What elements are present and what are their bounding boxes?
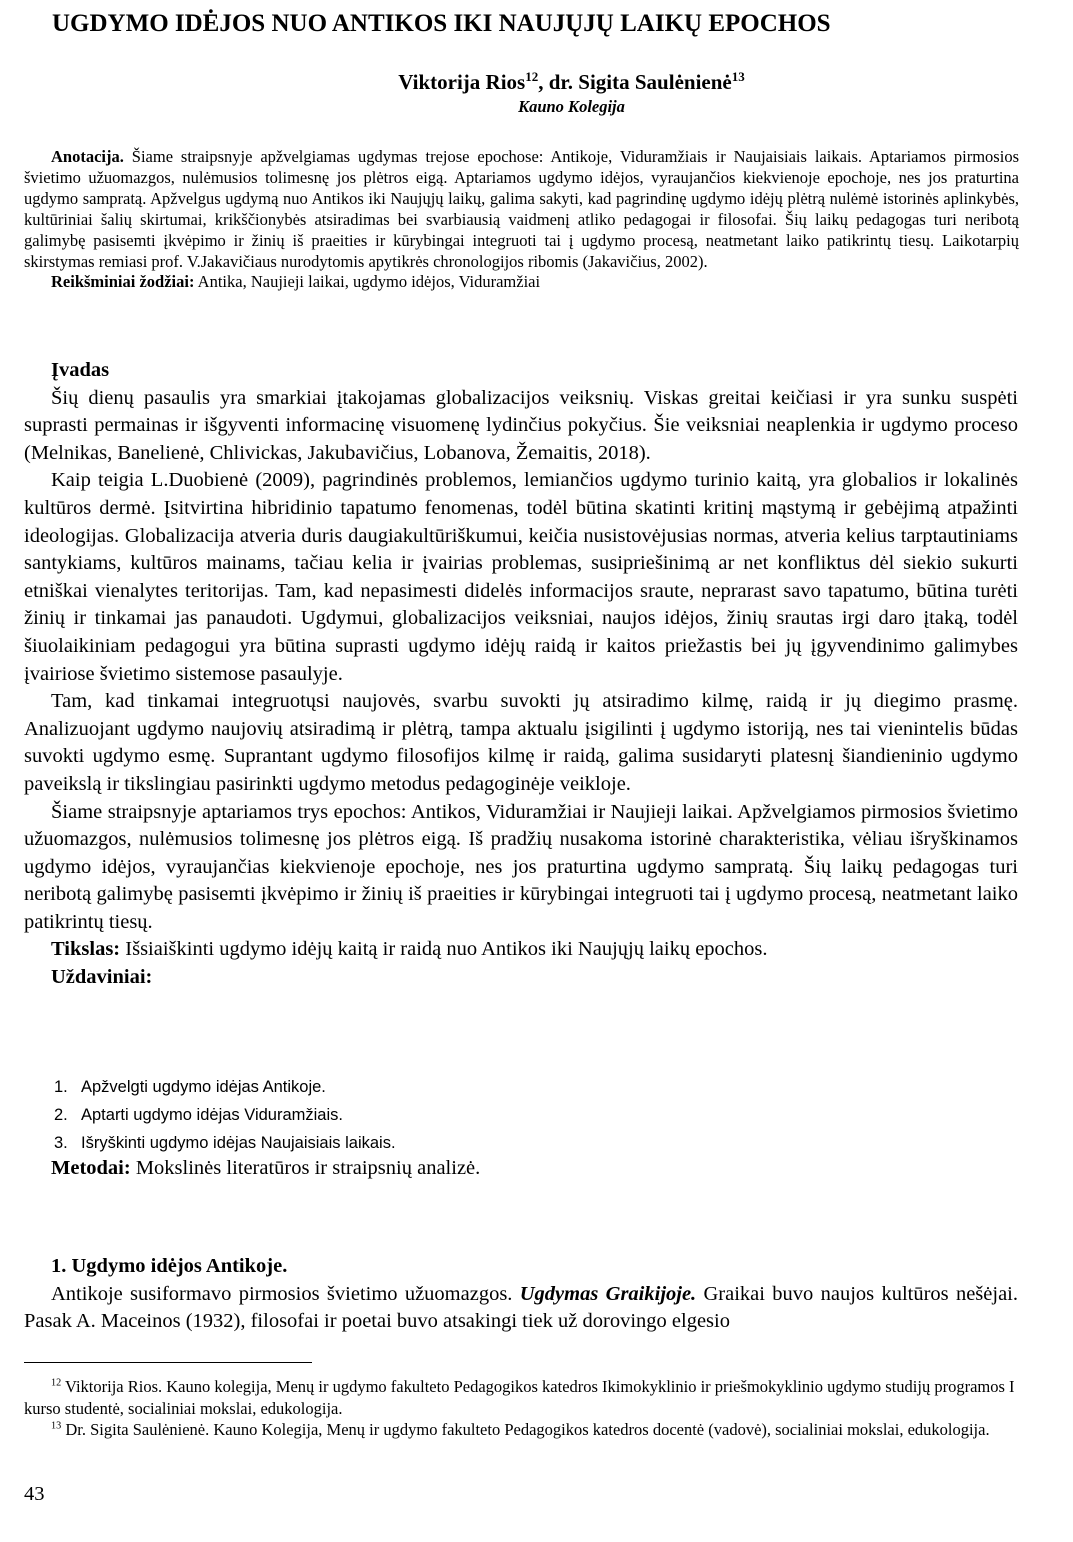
methods-line — [24, 1155, 1018, 1183]
footnote-ref-12[interactable]: 12 — [525, 69, 539, 84]
intro-paragraph-4: Šiame straipsnyje aptariamos trys epochos: Antikos, Viduramžiai ir Naujieji laikai. Apžvelgiamos pirmosios švietimo užuomazgos, nulėmusios tolimesnę jos plėtros eigą. Iš pradžių nusakoma istorinė charakteristika, vėliau išryškinamos ugdymo idėjos, vyraujančias kiekvienoje epochoje, nes jos praturtina ugdymo sampratą. Šių laikų pedagogas turi neribotą galimybę pasisemti įkvėpimo ir žinių iš praeities ir kūrybingai integruoti tai į ugdymo procesą, neatmetant laiko patikrintų tiesų. — [24, 800, 1018, 933]
task-item — [54, 1073, 396, 1101]
tasks-list — [54, 1073, 396, 1157]
introduction-section — [24, 357, 1018, 992]
keywords-text: Antika, Naujieji laikai, ugdymo idėjos, Viduramžiai — [194, 272, 541, 292]
keywords — [24, 272, 1019, 293]
section-1-text-end: Graikai buvo naujos kultūros nešėjai. Pasak A. Maceinos (1932), filosofai ir poetai buvo atsakingi tiek už dorovingo elgesio — [24, 1282, 1018, 1333]
task-number: 1. — [54, 1078, 68, 1096]
footnote-text: Dr. Sigita Saulėnienė. Kauno Kolegija, Menų ir ugdymo fakulteto Pedagogikos katedros docentė (vadovė), socialiniai mokslai, edukologija. — [61, 1420, 990, 1439]
section-1-text-start: Antikoje susiformavo pirmosios švietimo užuomazgos. — [51, 1282, 520, 1305]
methods-text: Mokslinės literatūros ir straipsnių analizė. — [130, 1157, 481, 1179]
task-number: 2. — [54, 1106, 68, 1124]
affiliation: Kauno Kolegija — [518, 97, 625, 116]
author-separator: , — [538, 70, 549, 94]
footnote-12 — [24, 1376, 1024, 1419]
footnote-text: Viktorija Rios. Kauno kolegija, Menų ir ugdymo fakulteto Pedagogikos katedros Ikimokyklinio ir priešmokyklinio ugdymo studijų programos I kurso studentė, socialiniai mokslai, edukologija. — [24, 1377, 1015, 1418]
intro-paragraph-3: Tam, kad tinkamai integruotųsi naujovės, svarbu suvokti jų atsiradimo kilmę, raidą ir jų diegimo prasmę. Analizuojant ugdymo naujovių atsiradimą ir plėtrą, tampa aktualu įsigilinti į ugdymo istoriją, nes tai vienintelis būdas suvokti ugdymo esmę. Suprantant ugdymo filosofijos kilmę ir raidą, galima susidaryti platesnį šiandieninio ugdymo paveikslą ir tikslingiau pasirinkti ugdymo metodus pedagoginėje veikloje. — [24, 690, 1018, 795]
section-1-emphasis: Ugdymas Graikijoje. — [519, 1282, 697, 1305]
task-number: 3. — [54, 1134, 68, 1152]
intro-paragraph-1: Šių dienų pasaulis yra smarkiai įtakojamas globalizacijos veiksnių. Viskas greitai keičiasi ir yra sunku suspėti suprasti permainas ir išgyventi informacinę visuomenę lydinčius pokyčius. Šie veiksniai neaplenkia ir ugdymo proceso (Melnikas, Banelienė, Chlivickas, Jakubavičius, Lobanova, Žemaitis, 2018). — [24, 386, 1018, 464]
author-1: Viktorija Rios — [398, 70, 526, 94]
section-1-heading: 1. Ugdymo idėjos Antikoje. — [51, 1255, 288, 1277]
abstract-text: Šiame straipsnyje apžvelgiamas ugdymas trejose epochose: Antikoje, Viduramžiais ir Naujaisiais laikais. Aptariamos pirmosios švietimo užuomazgos, nulėmusios tolimesnę jos plėtros eigą. Aptariamos ugdymo idėjos, vyraujančios kiekvienoje epochoje, nes jos praturtina ugdymo sampratą. Apžvelgus ugdymą nuo Antikos iki Naujųjų laikų, galima sakyti, kad pagrindinę ugdymo idėjų plėtrą nulėmė istorinės aplinkybės, kultūriniai šalių skirtumai, krikščionybės atsiradimas bei svarbiausią vaidmenį atliko pedagogai ir filosofai. Šių laikų pedagogas turi neribotą galimybę pasisemti įkvėpimo ir žinių iš praeities ir kūrybingai integruoti tai į ugdymo procesą, neatmetant laiko patikrintų tiesų. Laikotarpių skirstymas remiasi prof. V.Jakavičiaus nurodytomis apytikrės chronologijos ribomis (Jakavičius, 2002). — [24, 147, 1019, 271]
goal-text: Išsiaiškinti ugdymo idėjų kaitą ir raidą nuo Antikos iki Naujųjų laikų epochos. — [120, 938, 768, 961]
methods-label: Metodai: — [51, 1157, 131, 1179]
footnote-13 — [24, 1419, 1024, 1441]
goal-line — [24, 936, 1018, 964]
author-2: dr. Sigita Saulėnienė — [548, 70, 732, 94]
task-item — [54, 1101, 396, 1129]
goal-label: Tikslas: — [51, 938, 121, 961]
methods-block — [24, 1155, 1018, 1183]
intro-paragraph-2: Kaip teigia L.Duobienė (2009), pagrindinės problemos, lemiančios ugdymo turinio kaitą, yra globalios ir lokalinės kultūros dermė. Įsitvirtina hibridinio tapatumo fenomenas, todėl būtina skatinti kritinį mąstymą ir gebėjimą atpažinti ideologijas. Globalizacija atveria duris daugiakultūriškumui, keičia nusistovėjusias normas, atveria kelius tarptautiniams santykiams, kultūros mainams, tačiau kelia ir įvairias problemas, susipriešinimą ar net konfliktus dėl siekio sukurti etniškai vienalytes teritorijas. Tam, kad nepasimesti didelės informacijos sraute, neprarast savo tapatumo, būtina turėti žinių ir tinkamai jas panaudoti. Ugdymui, globalizacijos veiksniai, naujos idėjos, žinių srautas irgi daro įtaką, todėl šiuolaikiniam pedagogui yra būtina suprasti ugdymo idėjų raidą ir kaitos priežastis bei jų įgyvendinimo galimybes įvairiose švietimo sistemose pasaulyje. — [24, 469, 1018, 685]
section-1 — [24, 1253, 1018, 1336]
footnote-divider — [24, 1362, 312, 1363]
section-1-paragraph — [24, 1281, 1018, 1336]
task-text: Aptarti ugdymo idėjas Viduramžiais. — [81, 1106, 343, 1124]
footnote-mark: 12 — [51, 1377, 62, 1389]
tasks-heading: Uždaviniai: — [51, 966, 153, 989]
intro-heading: Įvadas — [51, 359, 110, 381]
abstract-label: Anotacija. — [51, 147, 124, 166]
task-text: Išryškinti ugdymo idėjas Naujaisiais laikais. — [81, 1134, 396, 1152]
task-item — [54, 1129, 396, 1157]
task-text: Apžvelgti ugdymo idėjas Antikoje. — [81, 1078, 326, 1096]
footnote-ref-13[interactable]: 13 — [731, 69, 745, 84]
page-number: 43 — [24, 1483, 45, 1505]
footnotes — [24, 1376, 1024, 1441]
footnote-mark: 13 — [51, 1420, 62, 1432]
abstract — [24, 147, 1019, 293]
keywords-label: Reikšminiai žodžiai: — [51, 272, 195, 292]
author-line — [0, 70, 1073, 95]
abstract-paragraph — [24, 147, 1019, 272]
paper-title: UGDYMO IDĖJOS NUO ANTIKOS IKI NAUJŲJŲ LAIKŲ EPOCHOS — [52, 10, 831, 37]
